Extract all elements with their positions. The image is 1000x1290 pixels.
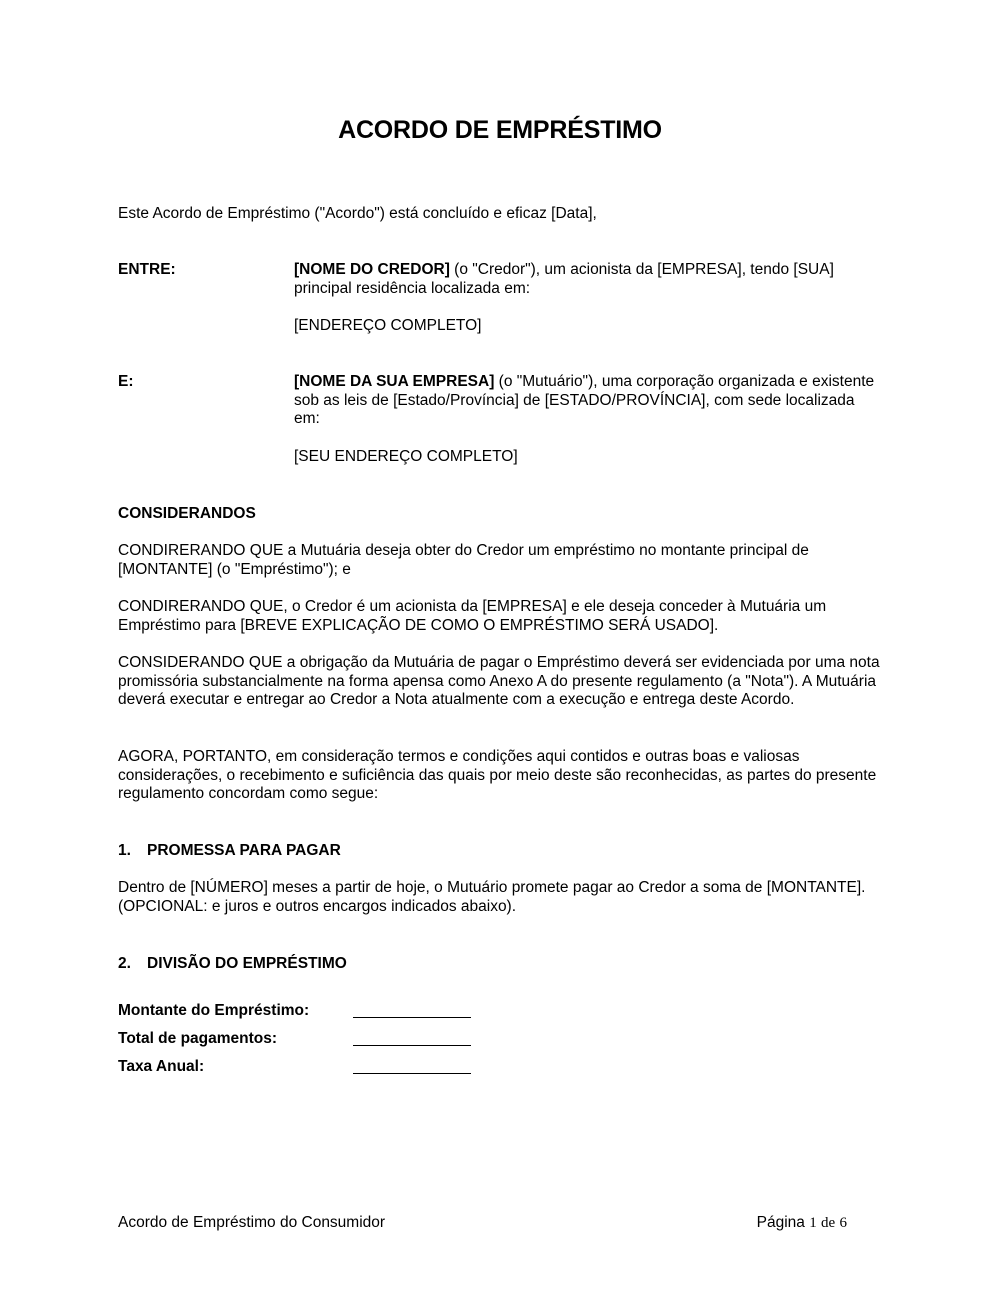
field-label-total-payments: Total de pagamentos:	[118, 1030, 278, 1047]
field-blank-total-payments[interactable]	[353, 1045, 471, 1046]
page-current: 1	[809, 1215, 817, 1231]
lender-description: (o "Credor"), um acionista da [EMPRESA], tendo [SUA] principal residência localizada em:	[294, 261, 834, 297]
recitals-heading: CONSIDERANDOS	[118, 505, 256, 522]
recital-paragraph: CONSIDERANDO QUE a obrigação da Mutuária de pagar o Empréstimo deverá ser evidenciada por uma nota promissória substancialmente na forma apensa como Anexo A do presente regulamento (a "Nota"). A Mutuária deverá executar e entregar ao Credor a Nota atualmente com a execução e entrega deste Acordo.	[118, 654, 880, 709]
section-title: DIVISÃO DO EMPRÉSTIMO	[147, 955, 347, 972]
section-heading-1	[118, 842, 341, 860]
page-total: 6	[839, 1215, 847, 1231]
party-text-lender	[294, 261, 884, 298]
field-blank-annual-rate[interactable]	[353, 1073, 471, 1074]
recital-paragraph: CONDIRERANDO QUE, o Credor é um acionista da [EMPRESA] e ele deseja conceder à Mutuária um Empréstimo para [BREVE EXPLICAÇÃO DE COMO O EMPRÉSTIMO SERÁ USADO].	[118, 598, 827, 634]
recital-paragraph: CONDIRERANDO QUE a Mutuária deseja obter do Credor um empréstimo no montante principal de [MONTANTE] (o "Empréstimo"); e	[118, 542, 809, 578]
section-number: 1.	[118, 842, 131, 859]
borrower-name: [NOME DA SUA EMPRESA]	[294, 373, 495, 390]
party-text-borrower	[294, 373, 884, 429]
section-1-body: Dentro de [NÚMERO] meses a partir de hoje, o Mutuário promete pagar ao Credor a soma de [MONTANTE]. (OPCIONAL: e juros e outros encargos indicados abaixo).	[118, 879, 866, 915]
lender-address: [ENDEREÇO COMPLETO]	[294, 317, 482, 334]
party-label-borrower: E:	[118, 373, 134, 390]
lender-name: [NOME DO CREDOR]	[294, 261, 450, 278]
field-blank-loan-amount[interactable]	[353, 1017, 471, 1018]
field-label-loan-amount: Montante do Empréstimo:	[118, 1002, 310, 1019]
borrower-description: (o "Mutuário"), uma corporação organizada e existente sob as leis de [Estado/Província] de [ESTADO/PROVÍNCIA], com sede localizada em:	[294, 373, 875, 428]
field-label-annual-rate: Taxa Anual:	[118, 1058, 205, 1075]
borrower-address: [SEU ENDEREÇO COMPLETO]	[294, 448, 518, 465]
document-title: ACORDO DE EMPRÉSTIMO	[338, 116, 662, 144]
recital-paragraph: AGORA, PORTANTO, em consideração termos e condições aqui contidos e outras boas e valiosas considerações, o recebimento e suficiência das quais por meio deste são reconhecidas, as partes do presente regulamento concordam como segue:	[118, 748, 877, 803]
party-label-lender: ENTRE:	[118, 261, 176, 278]
intro-paragraph: Este Acordo de Empréstimo ("Acordo") está concluído e eficaz [Data],	[118, 205, 597, 222]
footer-title: Acordo de Empréstimo do Consumidor	[118, 1214, 386, 1231]
section-number: 2.	[118, 955, 131, 972]
section-title: PROMESSA PARA PAGAR	[147, 842, 341, 859]
page-number	[757, 1214, 847, 1232]
section-heading-2	[118, 955, 347, 973]
page-of: de	[821, 1215, 836, 1231]
page-word: Página	[756, 1214, 805, 1231]
